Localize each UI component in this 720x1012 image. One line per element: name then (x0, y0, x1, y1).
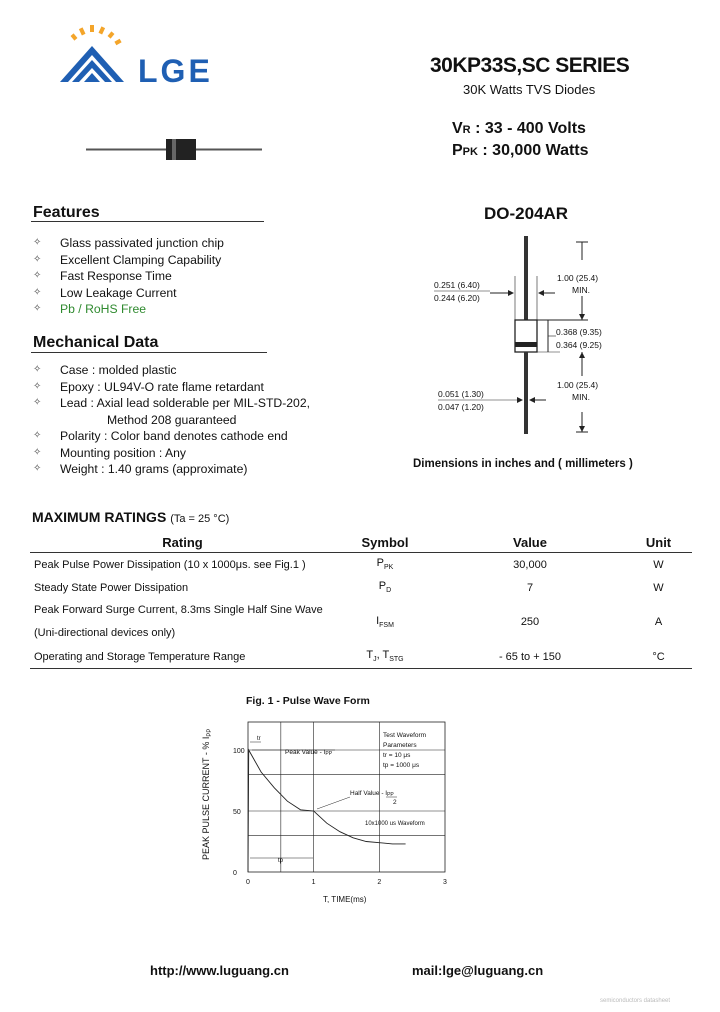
list-item: ✧ Low Leakage Current (33, 285, 177, 300)
list-item: ✧ Case : molded plastic (33, 363, 177, 377)
col-value: Value (435, 532, 625, 553)
bullet-icon: ✧ (33, 463, 42, 474)
dimension-note: Dimensions in inches and ( millimeters ) (413, 458, 633, 470)
company-logo (58, 20, 238, 92)
waveform-label: 10x1000 us Waveform (365, 821, 425, 827)
logo-icon (58, 20, 238, 92)
dim-body-dia-1: 0.251 (6.40) (434, 280, 480, 290)
list-item: Method 208 guaranteed (107, 412, 237, 427)
logo-text: LGE (138, 53, 213, 89)
x-axis-label: T, TIME(ms) (323, 895, 367, 904)
mechanical-divider (31, 352, 267, 353)
x-tick-label: 1 (311, 879, 316, 886)
bullet-icon: ✧ (33, 446, 42, 458)
dim-lead-length-1-min: MIN. (572, 285, 590, 295)
list-item: ✧ Epoxy : UL94V-O rate flame retardant (33, 379, 264, 394)
col-symbol: Symbol (335, 532, 435, 553)
dim-lead-length-2-min: MIN. (572, 392, 590, 402)
bullet-icon: ✧ (33, 270, 42, 281)
tr-label: tr (257, 736, 261, 742)
features-list (33, 235, 224, 318)
list-item: ✧ Lead : Axial lead solderable per MIL-STD-202, (33, 396, 310, 410)
test-params-1: Test Waveform (383, 732, 427, 739)
bullet-icon: ✧ (33, 430, 42, 441)
bullet-icon: ✧ (33, 253, 42, 265)
peak-value-label: Peak Value - IPP (285, 749, 333, 757)
email-link[interactable]: mail:lge@luguang.cn (412, 963, 544, 978)
tp-label: tp (278, 858, 284, 864)
table-row: Peak Pulse Power Dissipation (10 x 1000μs. see Fig.1 ) $P_{PK}$ 30,000 W (34, 557, 664, 572)
page-title: 30KP33S,SC SERIES (430, 54, 630, 77)
package-name: DO-204AR (484, 204, 569, 223)
table-header-row (30, 532, 692, 553)
dim-lead-dia-2: 0.047 (1.20) (438, 402, 484, 412)
x-tick-label: 2 (377, 879, 382, 886)
pulse-waveform-chart (195, 712, 465, 912)
package-outline-drawing (420, 236, 620, 441)
cathode-band (515, 342, 537, 347)
bullet-icon: ✧ (33, 286, 42, 298)
page-subtitle: 30K Watts TVS Diodes (463, 82, 596, 97)
dim-lead-dia-1: 0.051 (1.30) (438, 389, 484, 399)
list-item: ✧ Excellent Clamping Capability (33, 252, 222, 267)
lead-top (524, 236, 528, 320)
x-tick-label: 0 (246, 879, 250, 886)
features-divider (31, 221, 264, 222)
half-value-label: Half Value - IPP (350, 790, 394, 798)
list-item: ✧ Polarity : Color band denotes cathode end (33, 429, 288, 443)
mechanical-list (33, 362, 310, 478)
bullet-icon: ✧ (33, 237, 42, 248)
dim-lead-length-2: 1.00 (25.4) (557, 380, 599, 390)
bullet-icon: ✧ (33, 397, 42, 408)
y-axis-label: PEAK PULSE CURRENT - % $I_{PP}$ (201, 728, 213, 860)
list-item: ✧ Mounting position : Any (33, 445, 187, 460)
table-row: Steady State Power Dissipation $P_D$ 7 W (34, 580, 664, 595)
x-tick-label: 3 (443, 879, 447, 886)
col-unit: Unit (625, 532, 692, 553)
website-link[interactable]: http://www.luguang.cn (150, 963, 289, 978)
col-rating: Rating (30, 532, 335, 553)
list-item: ✧ Pb / RoHS Free (33, 302, 147, 316)
vr-spec: VR : 33 - 400 Volts (452, 120, 586, 137)
list-item: ✧ Weight : 1.40 grams (approximate) (33, 462, 248, 476)
y-tick-label: 50 (233, 809, 241, 816)
dim-lead-length-1: 1.00 (25.4) (557, 273, 599, 283)
dim-body-dia-2: 0.244 (6.20) (434, 293, 480, 303)
test-params-3: tr = 10 μs (383, 752, 411, 759)
half-value-denominator: 2 (393, 799, 397, 806)
bullet-icon: ✧ (33, 303, 42, 314)
list-item: ✧ Fast Response Time (33, 269, 172, 283)
y-tick-label: 0 (233, 870, 237, 877)
ratings-table (30, 532, 692, 669)
max-ratings-heading: MAXIMUM RATINGS (Ta = 25 °C) (32, 509, 230, 525)
mechanical-heading: Mechanical Data (33, 334, 159, 351)
features-heading: Features (33, 204, 100, 221)
y-tick-label: 100 (233, 748, 245, 755)
diode-body (515, 320, 537, 352)
bullet-icon: ✧ (33, 364, 42, 375)
lead-bottom (524, 352, 528, 434)
diode-illustration (86, 137, 262, 163)
table-row: Peak Forward Surge Current, 8.3ms Single Half Sine Wave (Uni-directional devices only) $I_{FSM}$ 250 A (34, 604, 663, 639)
page-watermark: semiconductors datasheet (600, 998, 671, 1004)
figure-title: Fig. 1 - Pulse Wave Form (246, 695, 370, 707)
list-item: ✧ Glass passivated junction chip (33, 236, 224, 250)
ppk-spec: PPK : 30,000 Watts (452, 142, 589, 159)
dim-body-length-1: 0.368 (9.35) (556, 327, 602, 337)
bullet-icon: ✧ (33, 380, 42, 392)
table-row: Operating and Storage Temperature Range $T_J$, $T_{STG}$ - 65 to + 150 °C (30, 645, 692, 669)
test-params-4: tp = 1000 μs (383, 762, 420, 769)
dim-body-length-2: 0.364 (9.25) (556, 340, 602, 350)
test-params-2: Parameters (383, 742, 417, 749)
